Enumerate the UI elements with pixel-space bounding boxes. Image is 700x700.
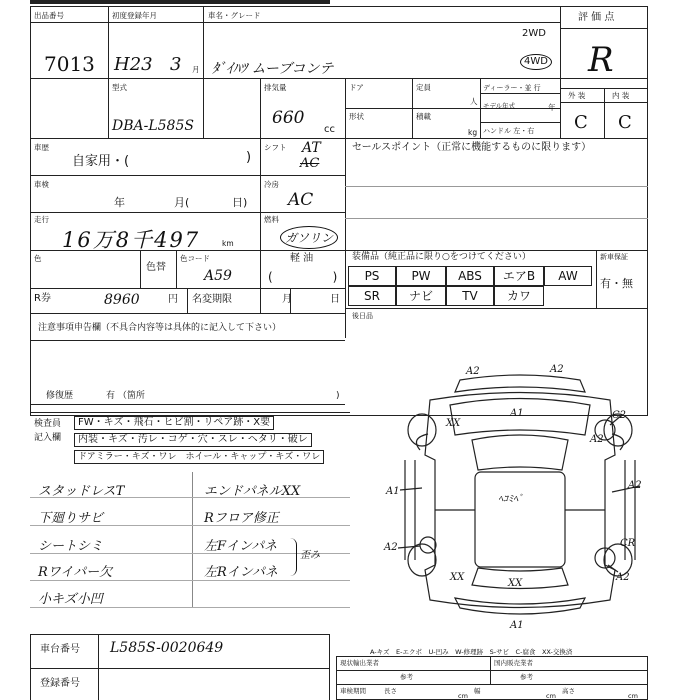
mark-hood: A1 <box>510 408 524 419</box>
recycle-label: R券 <box>34 293 51 304</box>
equip-navi: ナビ <box>396 286 446 306</box>
door-label: ドア <box>349 83 364 92</box>
ac-value: AC <box>288 190 314 210</box>
check-row-3: ドアミラー・キズ・ワレ ホイール・キャップ・キズ・ワレ <box>74 450 324 464</box>
recycle-unit: 円 <box>168 294 178 305</box>
note-left-front-inner: 左Fインパネ <box>204 539 278 554</box>
mileage-unit: km <box>222 239 234 248</box>
exterior-grade: C <box>574 112 588 133</box>
displacement-label: 排気量 <box>264 83 287 92</box>
record-label: 記入欄 <box>34 433 62 443</box>
legend-row-a: 現状輸出業者 <box>340 659 379 667</box>
interior-label: 内 装 <box>612 91 630 100</box>
drive-4wd: 4WD <box>520 54 552 70</box>
usage-label: 車歴 <box>34 143 49 152</box>
shift-label: シフト <box>264 143 287 152</box>
model-label: 車名・グレード <box>208 11 261 20</box>
legend-cm-3: cm <box>628 692 638 700</box>
equip-ps: PS <box>348 266 396 286</box>
mark-left-side: A1 <box>386 486 400 497</box>
fuel-label: 燃料 <box>264 215 279 224</box>
equip-leather: カワ <box>494 286 544 306</box>
brace <box>290 538 297 576</box>
name-change-day: 日 <box>330 294 340 305</box>
usage-value: 自家用・( <box>72 154 130 169</box>
repair-value: 有 （箇所 <box>106 391 145 401</box>
reg-label: 登録番号 <box>40 678 80 689</box>
notes-label: 注意事項申告欄（不具合内容等は具体的に記入して下さい） <box>38 323 282 333</box>
note-left-rear-inner: 左Rインパネ <box>204 565 278 580</box>
repair-close: ) <box>336 391 340 401</box>
legend-row-c: 車検期間 <box>340 687 366 695</box>
load-unit: kg <box>468 128 478 137</box>
first-reg-label: 初度登録年月 <box>112 11 157 20</box>
grade-label: 評 価 点 <box>578 12 615 23</box>
fuel-value: ガソリン <box>280 226 338 249</box>
color-code: A59 <box>204 268 232 284</box>
interior-grade: C <box>618 112 632 133</box>
shift-struck: AC <box>300 156 320 171</box>
equip-pw: PW <box>396 266 446 286</box>
ac-label: 冷房 <box>264 180 279 189</box>
note-end-panel: エンドパネルXX <box>204 484 301 499</box>
mark-front-left-fender: XX <box>446 418 461 429</box>
legend-text: A-キズ E-エクボ U-凹み W-修理跡 S-サビ C-腐食 XX-交換済 <box>370 648 573 656</box>
mark-rear-right: A2 <box>616 572 630 583</box>
first-reg-month: 3 <box>170 54 182 75</box>
warranty-label: 新車保証 <box>600 253 628 261</box>
inspection-year: 年 <box>114 196 125 209</box>
legend-height: 高さ <box>562 687 575 695</box>
mark-front-bumper-2: A2 <box>550 364 564 375</box>
usage-close: ) <box>246 150 252 165</box>
handle-label: ハンドル 左・右 <box>483 127 535 135</box>
load-label: 積載 <box>416 112 431 121</box>
capacity-label: 定員 <box>416 83 431 92</box>
car-diagram <box>380 360 660 630</box>
mileage-value: 16万8千497 <box>62 228 201 252</box>
equipment-label: 装備品（純正品に限り○をつけてください） <box>352 252 531 262</box>
model-year-unit: 年 <box>548 103 556 112</box>
inspection-month: 月( <box>174 196 190 209</box>
name-change-month: 月 <box>282 294 292 305</box>
shape-label: 形状 <box>349 112 364 121</box>
model-name: ﾀﾞｲﾊﾂ ムーブコンテ <box>212 61 334 77</box>
legend-cell-d: 参考 <box>520 673 533 681</box>
equip-abs: ABS <box>446 266 494 286</box>
sales-points-label: セールスポイント（正常に機能するものに限ります） <box>352 142 592 153</box>
equip-sr: SR <box>348 286 396 306</box>
mark-right-mirror: A2 <box>590 434 604 445</box>
inspection-label: 車検 <box>34 180 49 189</box>
note-rear-wiper: Rワイパー欠 <box>38 565 113 580</box>
legend-cm-1: cm <box>458 692 468 700</box>
legend-row-b: 国内販売業者 <box>494 659 533 667</box>
note-distortion: 歪み <box>300 550 320 561</box>
check-row-1: FW・キズ・飛石・ヒビ割・リペア跡・X要 <box>74 416 274 430</box>
chassis-value: L585S-0020649 <box>110 640 224 656</box>
legend-cm-2: cm <box>546 692 556 700</box>
exterior-label: 外 装 <box>568 91 586 100</box>
drive-2wd: 2WD <box>522 28 546 39</box>
displacement-value: 660 <box>272 108 305 128</box>
header-blackbar <box>30 0 330 4</box>
mark-right-rear-fender: CR <box>620 538 636 549</box>
mark-rear-left: XX <box>450 572 465 583</box>
repair-label: 修復歴 <box>46 391 74 401</box>
color-code-label: 色コード <box>180 254 210 263</box>
displacement-unit: cc <box>324 124 335 135</box>
equip-aw: AW <box>544 266 592 286</box>
note-studless: スタッドレスT <box>38 484 125 499</box>
mileage-label: 走行 <box>34 215 49 224</box>
legend-box <box>336 656 648 700</box>
name-change-label: 名変期限 <box>192 294 232 305</box>
type-value: DBA-L585S <box>112 118 194 134</box>
listing-no-label: 出品番号 <box>34 11 64 20</box>
shift-value: AT <box>302 140 321 156</box>
color-no-label: 色替 <box>146 262 166 273</box>
light-oil-label: 軽 油 <box>290 253 314 264</box>
recycle-value: 8960 <box>104 292 140 308</box>
type-label: 型式 <box>112 83 127 92</box>
dealer-label: ディーラー・並 行 <box>483 84 541 92</box>
capacity-unit: 人 <box>470 97 478 106</box>
grade-value: R <box>588 40 614 80</box>
aftermarket-label: 後日品 <box>352 312 373 320</box>
note-small-scratch: 小キズ小凹 <box>38 592 103 607</box>
first-reg-month-unit: 月 <box>192 65 200 74</box>
note-seat-stain: シートシミ <box>38 539 104 554</box>
mark-roof: ﾍｺﾐﾍﾞ <box>498 494 523 505</box>
mark-right-side: A2 <box>628 480 642 491</box>
inspection-day: 日) <box>232 196 248 209</box>
mark-rear-bumper: A1 <box>510 620 524 630</box>
model-year-label: モデル年式 <box>483 102 516 110</box>
legend-width: 幅 <box>474 687 481 695</box>
light-oil-parens: ( ) <box>268 270 338 284</box>
mark-left-rear: A2 <box>384 542 398 553</box>
legend-cell-c: 参考 <box>400 673 413 681</box>
note-rear-floor: Rフロア修正 <box>204 511 279 526</box>
mark-trunk: XX <box>508 578 523 589</box>
legend-length: 長さ <box>384 687 397 695</box>
chassis-label: 車台番号 <box>40 644 80 655</box>
mark-front-bumper-1: A2 <box>466 366 480 377</box>
equip-tv: TV <box>446 286 494 306</box>
note-underbody-rust: 下廻りサビ <box>38 511 104 526</box>
inspector-label: 検査員 <box>34 419 62 429</box>
color-label: 色 <box>34 254 42 263</box>
warranty-value: 有・無 <box>600 277 633 290</box>
listing-no: 7013 <box>44 52 95 76</box>
mark-front-right-fender: C2 <box>612 410 627 421</box>
equip-airbag: エアB <box>494 266 544 286</box>
first-reg-era: H23 <box>114 54 153 75</box>
check-row-2: 内装・キズ・汚レ・コゲ・穴・スレ・ヘタリ・破レ <box>74 433 312 447</box>
